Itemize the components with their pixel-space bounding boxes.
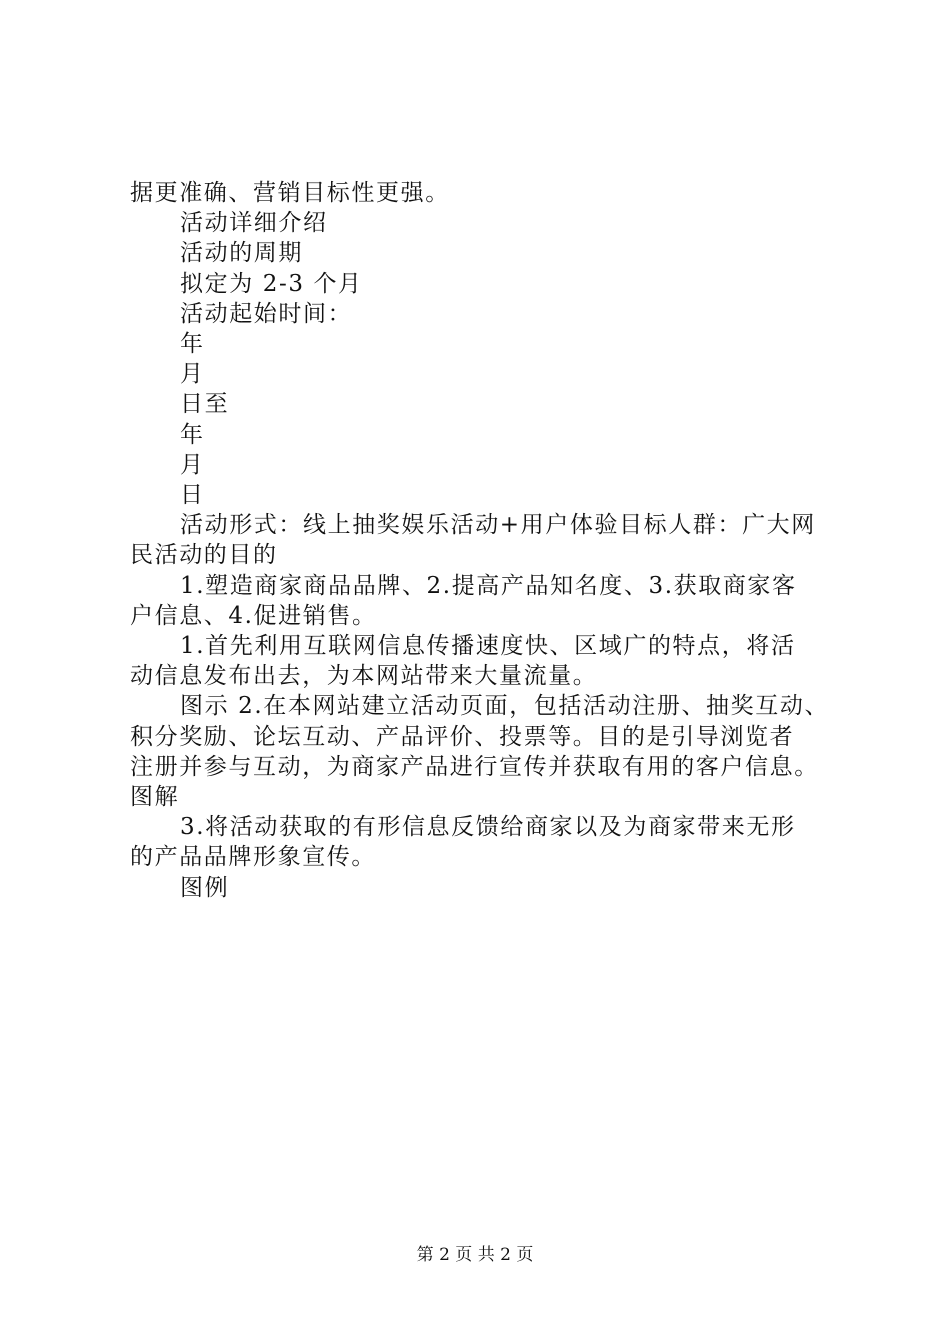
text-line: 年 xyxy=(180,331,205,358)
text-line: 图例 xyxy=(180,874,230,901)
document-body xyxy=(130,178,830,903)
text-line: 户信息、4.促进销售。 xyxy=(130,602,377,629)
text-line: 活动起始时间： xyxy=(180,300,353,327)
text-line: 民活动的目的 xyxy=(130,542,278,569)
text-line: 图解 xyxy=(130,784,180,811)
text-line: 月 xyxy=(180,361,205,388)
text-line: 月 xyxy=(180,451,205,478)
text-line: 日 xyxy=(180,482,205,509)
page-number-label: 第 2 页 共 2 页 xyxy=(416,1245,534,1265)
text-line: 活动形式：线上抽奖娱乐活动+用户体验目标人群：广大网 xyxy=(180,512,816,539)
text-line: 1.塑造商家商品品牌、2.提高产品知名度、3.获取商家客 xyxy=(180,572,797,599)
text-line: 活动详细介绍 xyxy=(180,210,328,237)
text-line: 3.将活动获取的有形信息反馈给商家以及为商家带来无形 xyxy=(180,814,796,841)
text-line: 日至 xyxy=(180,391,230,418)
text-line: 图示 2.在本网站建立活动页面，包括活动注册、抽奖互动、 xyxy=(180,693,830,720)
text-line: 注册并参与互动，为商家产品进行宣传并获取有用的客户信息。 xyxy=(130,753,819,780)
text-line: 1.首先利用互联网信息传播速度快、区域广的特点，将活 xyxy=(180,633,796,660)
text-line: 的产品品牌形象宣传。 xyxy=(130,844,376,871)
text-line: 年 xyxy=(180,421,205,448)
text-line: 活动的周期 xyxy=(180,240,303,267)
page-footer xyxy=(0,1244,950,1266)
text-line: 拟定为 2-3 个月 xyxy=(180,270,363,297)
text-line: 动信息发布出去，为本网站带来大量流量。 xyxy=(130,663,598,690)
text-line: 积分奖励、论坛互动、产品评价、投票等。目的是引导浏览者 xyxy=(130,723,795,750)
text-line: 据更准确、营销目标性更强。 xyxy=(130,180,450,206)
